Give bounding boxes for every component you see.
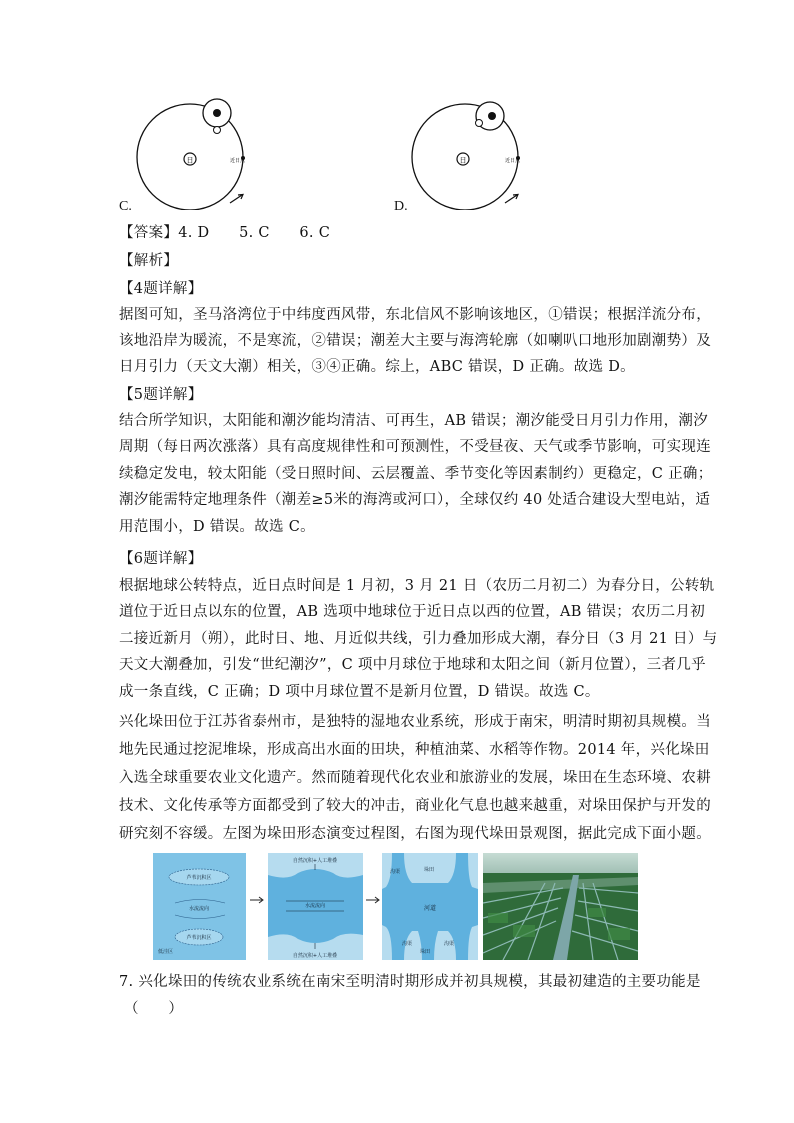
field-label: 垛田 — [424, 867, 435, 873]
perihelion-label: 近日点 — [230, 158, 246, 164]
q5-line: 用范围小，D 错误。故选 C。 — [119, 519, 315, 535]
flow-label: 水流流向 — [188, 906, 210, 912]
sun-label: 日 — [186, 156, 194, 165]
field-label: 垛田 — [420, 949, 431, 955]
passage-line: 研究刻不容缓。左图为垛田形态演变过程图，右图为现代垛田景观图，据此完成下面小题。 — [119, 826, 711, 842]
q4-heading: 【4题详解】 — [119, 281, 203, 297]
q4-line: 该地沿岸为暖流，不是寒流，②错误；潮差大主要与海湾轮廓（如喇叭口地形加剧潮势）及 — [119, 333, 711, 349]
analysis-heading: 【解析】 — [119, 253, 179, 269]
q5-line: 周期（每日两次涨落）具有高度规律性和可预测性，不受昼夜、天气或季节影响，可实现连 — [119, 439, 711, 455]
passage-line: 入选全球重要农业文化遗产。然而随着现代化农业和旅游业的发展，垛田在生态环境、农耕 — [119, 770, 711, 786]
deposition-label-top: 自然沉积+人工堆叠 — [292, 858, 338, 864]
q6-line: 道位于近日点以东的位置，AB 选项中地球位于近日点以西的位置，AB 错误；农历二月初 — [119, 604, 706, 620]
answer-line: 【答案】4. D 5. C 6. C — [119, 225, 331, 241]
q4-line: 据图可知，圣马洛湾位于中纬度西风带，东北信风不影响该地区，①错误；根据洋流分布， — [119, 307, 711, 323]
duotian-landscape-photo — [483, 853, 638, 960]
flow-label: 水流流向 — [304, 903, 326, 909]
sun-label: 日 — [459, 156, 467, 165]
q5-line: 续稳定发电，较太阳能（受日照时间、云层覆盖、季节变化等因素制约）更稳定，C 正确； — [119, 466, 713, 482]
transition-arrow-1 — [249, 895, 265, 905]
q6-line: 成一条直线，C 正确；D 项中月球位置不是新月位置，D 错误。故选 C。 — [119, 684, 600, 700]
option-c-label: C. — [119, 199, 132, 214]
earth-marker — [213, 109, 221, 117]
evolution-panel-1 — [153, 853, 246, 960]
question-7-blank: （ ） — [124, 1001, 184, 1017]
passage-line: 技术、文化传承等方面都受到了较大的冲击，商业化气息也越来越重，对垛田保护与开发的 — [119, 798, 711, 814]
earth-marker — [488, 112, 496, 120]
moon-marker — [214, 127, 221, 134]
q4-line: 日月引力（天文大潮）相关，③④正确。综上，ABC 错误，D 正确。故选 D。 — [119, 359, 635, 375]
ditch-label: 沟渠 — [390, 869, 401, 875]
evolution-panel-2 — [268, 853, 363, 960]
q6-heading: 【6题详解】 — [119, 551, 203, 567]
lowland-label: 低洼区 — [158, 949, 174, 955]
deposition-label-bottom: 自然沉积+人工堆叠 — [292, 953, 338, 959]
orbit-diagram-d — [405, 95, 535, 210]
direction-arrow — [505, 195, 517, 203]
option-d-label: D. — [394, 199, 408, 214]
sediment-label-bottom: 芦苇沉积区 — [186, 935, 212, 941]
river-label: 河道 — [423, 905, 437, 912]
sediment-label-top: 芦苇沉积区 — [186, 875, 212, 881]
q5-line: 潮汐能需特定地理条件（潮差≥5米的海湾或河口），全球仅约 40 处适合建设大型电站，适 — [119, 492, 711, 508]
ditch-label: 沟渠 — [444, 941, 455, 947]
moon-marker — [476, 120, 483, 127]
passage-line: 兴化垛田位于江苏省泰州市，是独特的湿地农业系统，形成于南宋，明清时期初具规模。当 — [119, 714, 711, 730]
q6-line: 天文大潮叠加，引发“世纪潮汐”，C 项中月球位于地球和太阳之间（新月位置），三者几乎 — [119, 657, 706, 673]
direction-arrow — [230, 195, 242, 203]
q6-line: 二接近新月（朔），此时日、地、月近似共线，引力叠加形成大潮，春分日（3 月 21 日）与 — [119, 631, 718, 647]
orbit-diagram-c — [130, 95, 260, 210]
passage-line: 地先民通过挖泥堆垛，形成高出水面的田块，种植油菜、水稻等作物。2014 年，兴化垛田 — [119, 742, 710, 758]
q5-line: 结合所学知识，太阳能和潮汐能均清洁、可再生，AB 错误；潮汐能受日月引力作用，潮汐 — [119, 413, 709, 429]
q6-line: 根据地球公转特点，近日点时间是 1 月初，3 月 21 日（农历二月初二）为春分日，公转轨 — [119, 578, 715, 594]
ditch-label: 沟渠 — [402, 941, 413, 947]
q5-heading: 【5题详解】 — [119, 387, 203, 403]
perihelion-label: 近日点 — [505, 158, 521, 164]
question-7-stem: 7. 兴化垛田的传统农业系统在南宋至明清时期形成并初具规模，其最初建造的主要功能是 — [119, 974, 701, 990]
evolution-panel-3 — [382, 853, 478, 960]
transition-arrow-2 — [365, 895, 381, 905]
